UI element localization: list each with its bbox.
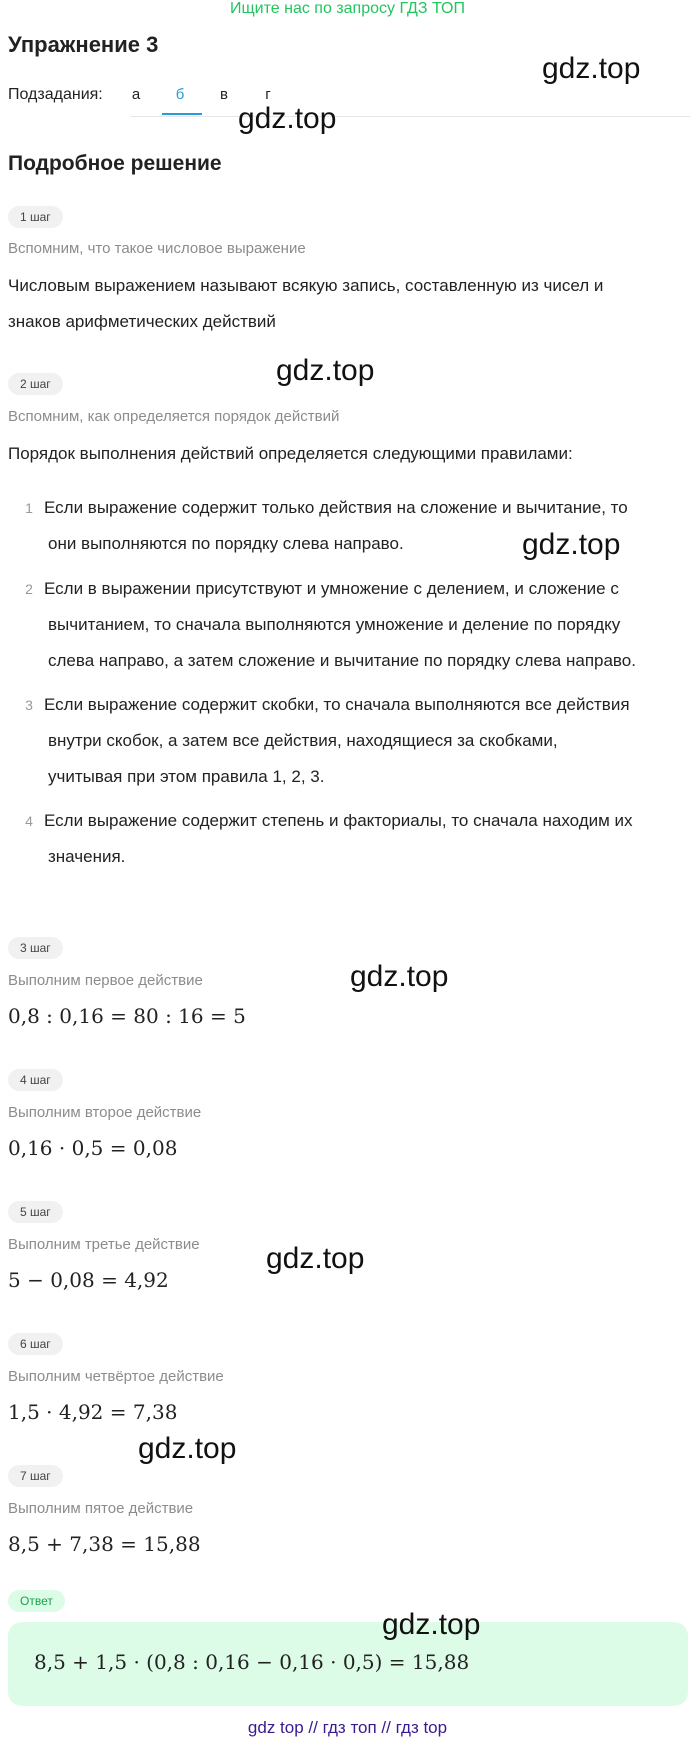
rule-text: слева направо, а затем сложение и вычитание по порядку слева направо. (48, 651, 636, 670)
tab-a[interactable]: а (131, 86, 141, 103)
subtasks-label: Подзадания: (8, 86, 103, 103)
step-badge: 1 шаг (8, 206, 63, 228)
active-tab-indicator (162, 113, 202, 115)
rule-number: 1 (25, 500, 33, 516)
step-math: 8,5 + 7,38 = 15,88 (8, 1532, 201, 1556)
tab-v[interactable]: в (220, 86, 228, 103)
rule-text: Если в выражении присутствуют и умножение с делением, и сложение с (44, 579, 619, 598)
step-badge: 4 шаг (8, 1069, 63, 1091)
step-badge: 7 шаг (8, 1465, 63, 1487)
step-hint: Выполним первое действие (8, 972, 203, 989)
step-text: Числовым выражением называют всякую запись, составленную из чисел и (8, 276, 604, 295)
page-title: Упражнение 3 (8, 32, 159, 57)
answer-badge: Ответ (8, 1590, 65, 1612)
rule-number: 4 (25, 813, 33, 829)
rule-text: Если выражение содержит только действия на сложение и вычитание, то (44, 498, 628, 517)
step-hint: Выполним третье действие (8, 1236, 200, 1253)
step-math: 1,5 · 4,92 = 7,38 (8, 1400, 178, 1424)
search-banner: Ищите нас по запросу ГДЗ ТОП (230, 0, 465, 17)
rule-text: учитывая при этом правила 1, 2, 3. (48, 767, 325, 786)
solution-title: Подробное решение (8, 152, 222, 175)
step-hint: Выполним пятое действие (8, 1500, 194, 1517)
rule-text: внутри скобок, а затем все действия, находящиеся за скобками, (48, 731, 558, 750)
watermark: gdz.top (382, 1608, 481, 1641)
step-badge: 3 шаг (8, 937, 63, 959)
step-badge: 5 шаг (8, 1201, 63, 1223)
step-text: знаков арифметических действий (8, 312, 276, 331)
step-hint: Вспомним, как определяется порядок действий (8, 408, 340, 425)
footer-links[interactable]: gdz top // гдз топ // гдз top (247, 1718, 448, 1737)
step-math: 5 − 0,08 = 4,92 (8, 1268, 169, 1292)
rule-number: 3 (25, 697, 33, 713)
answer-math: 8,5 + 1,5 · (0,8 : 0,16 − 0,16 · 0,5) = 15,88 (34, 1650, 470, 1674)
tab-g[interactable]: г (265, 86, 271, 103)
watermark: gdz.top (138, 1432, 237, 1465)
step-hint: Выполним второе действие (8, 1104, 202, 1121)
step-badge: 2 шаг (8, 373, 63, 395)
step-badge: 6 шаг (8, 1333, 63, 1355)
step-math: 0,16 · 0,5 = 0,08 (8, 1136, 178, 1160)
watermark: gdz.top (542, 52, 641, 85)
step-text: Порядок выполнения действий определяется следующими правилами: (8, 444, 573, 463)
rule-number: 2 (25, 581, 33, 597)
watermark: gdz.top (350, 960, 449, 993)
rule-text: вычитанием, то сначала выполняются умножение и деление по порядку (48, 615, 621, 634)
step-hint: Вспомним, что такое числовое выражение (8, 240, 306, 257)
step-math: 0,8 : 0,16 = 80 : 16 = 5 (8, 1004, 246, 1028)
rule-text: Если выражение содержит скобки, то сначала выполняются все действия (44, 695, 630, 714)
step-hint: Выполним четвёртое действие (8, 1368, 224, 1385)
watermark: gdz.top (238, 102, 337, 135)
rule-text: Если выражение содержит степень и факториалы, то сначала находим их (44, 811, 633, 830)
watermark: gdz.top (266, 1242, 365, 1275)
rule-text: они выполняются по порядку слева направо. (48, 534, 404, 553)
subtask-tabs (130, 82, 690, 117)
watermark: gdz.top (276, 354, 375, 387)
watermark: gdz.top (522, 528, 621, 561)
tab-b[interactable]: б (175, 86, 185, 103)
rule-text: значения. (48, 847, 126, 866)
